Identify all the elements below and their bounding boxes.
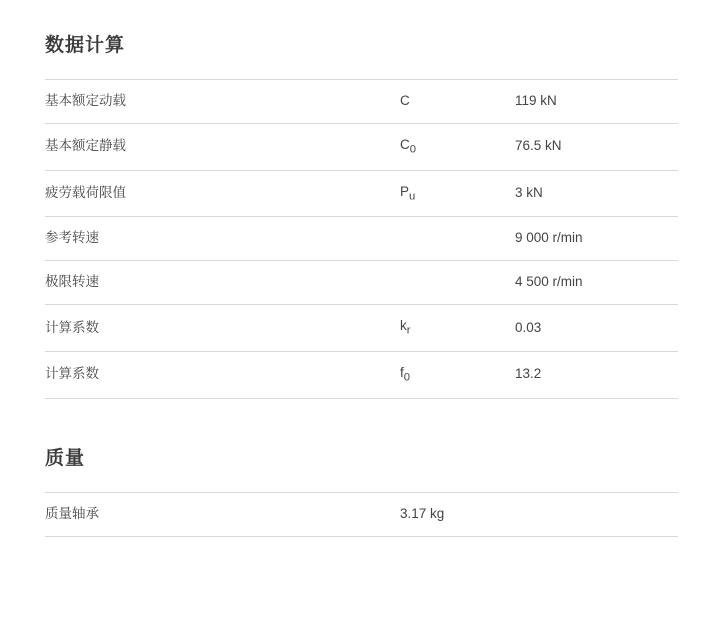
row-symbol: [400, 217, 515, 261]
row-value: 9 000 r/min: [515, 230, 583, 246]
row-symbol: [400, 170, 515, 217]
row-label: 疲劳载荷限值: [45, 185, 126, 201]
row-symbol: [400, 351, 515, 398]
row-value: 13.2: [515, 366, 542, 382]
row-symbol: [400, 80, 515, 124]
row-value: 4 500 r/min: [515, 274, 583, 290]
symbol-subscript: 0: [409, 143, 417, 156]
row-label: 基本额定动载: [45, 93, 126, 108]
symbol-subscript: 0: [403, 371, 411, 384]
page-title-mass: 质量: [45, 447, 86, 469]
row-label: 计算系数: [45, 319, 99, 335]
symbol-subscript: u: [409, 190, 416, 203]
data-calculation-table: [45, 79, 678, 399]
symbol-base: C: [400, 93, 410, 108]
row-label: 极限转速: [45, 274, 99, 290]
symbol-base: f: [400, 364, 404, 380]
table-row: [45, 492, 678, 536]
row-value: 119 kN: [515, 93, 557, 108]
row-label: 参考转速: [45, 230, 99, 246]
data-calculation-table-body: [45, 80, 678, 399]
row-value: [400, 492, 515, 536]
row-value: 0.03: [515, 319, 542, 335]
page-title-data-calculation: 数据计算: [45, 35, 126, 56]
table-row: [45, 80, 678, 124]
table-row: [45, 123, 678, 170]
symbol-base: C: [400, 136, 410, 152]
mass-table: [45, 492, 678, 537]
row-label: 质量轴承: [45, 505, 99, 521]
row-value-empty: [515, 492, 678, 536]
symbol-base: k: [400, 318, 407, 334]
table-row: [45, 305, 678, 352]
mass-table-body: [45, 492, 678, 536]
row-label: 计算系数: [45, 366, 99, 382]
row-symbol: [400, 305, 515, 352]
symbol-subscript: r: [406, 324, 411, 337]
table-row: [45, 217, 678, 261]
row-symbol: [400, 261, 515, 305]
symbol-base: P: [400, 183, 410, 199]
mass-value: 3.17 kg: [400, 505, 445, 521]
table-row: [45, 351, 678, 398]
table-row: [45, 261, 678, 305]
row-value: 3 kN: [515, 185, 543, 201]
row-value: 76.5 kN: [515, 138, 562, 154]
row-label: 基本额定静载: [45, 138, 126, 154]
row-symbol: [400, 123, 515, 170]
table-row: [45, 170, 678, 217]
